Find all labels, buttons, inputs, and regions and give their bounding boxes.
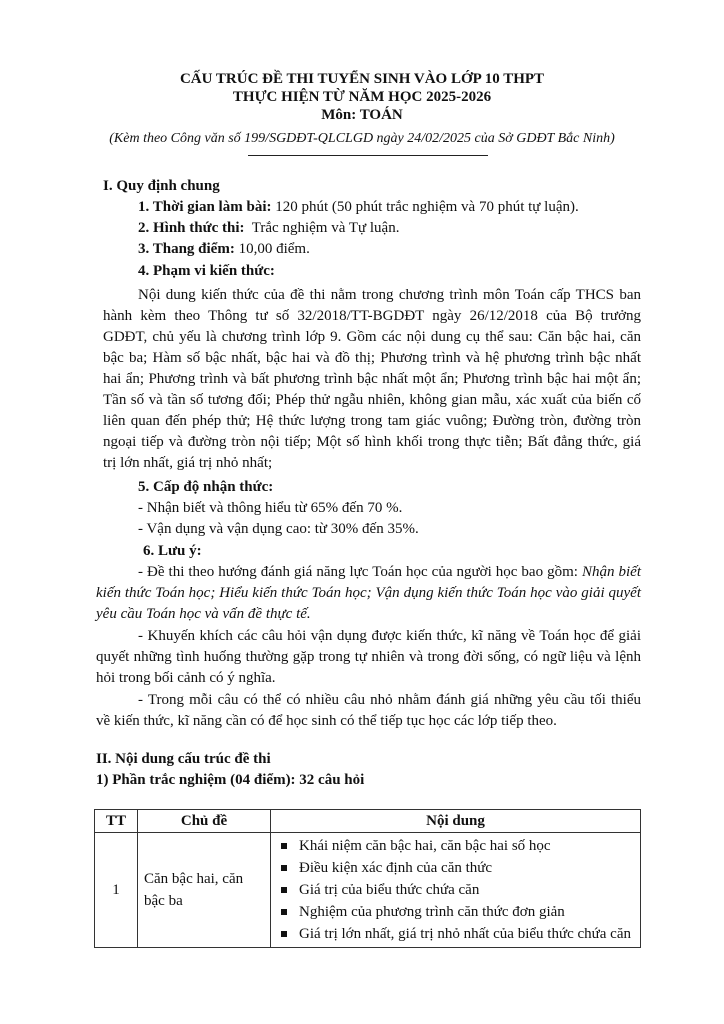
bullet-square-icon xyxy=(281,865,287,871)
content-item-text: Khái niệm căn bậc hai, căn bậc hai số học xyxy=(299,838,551,854)
column-header-tt: TT xyxy=(95,810,138,833)
item-scope-label: 4. Phạm vi kiến thức: xyxy=(138,263,275,279)
cognitive-level-1: - Nhận biết và thông hiểu từ 65% đến 70 %. xyxy=(138,500,403,516)
scope-line: GDĐT, chủ yếu là chương trình lớp 9. Gồm các nội dung cụ thể sau: Căn bậc hai, căn xyxy=(103,329,641,345)
item-exam-format-value: Trắc nghiệm và Tự luận. xyxy=(244,220,400,236)
item-exam-format-label: 2. Hình thức thi: xyxy=(138,220,245,236)
scope-line: liên quan đến phép thử; Hệ thức lượng trong tam giác vuông; Đường tròn, đường tròn xyxy=(103,413,641,429)
note1-text: - Đề thi theo hướng đánh giá năng lực Toán học của người học bao gồm: xyxy=(138,564,582,580)
table-header-row xyxy=(95,810,641,833)
section2-part1: 1) Phần trắc nghiệm (04 điểm): 32 câu hỏi xyxy=(96,772,365,788)
cognitive-level-2: - Vận dụng và vận dụng cao: từ 30% đến 35%. xyxy=(138,521,419,537)
item-exam-format xyxy=(138,218,399,238)
bullet-square-icon xyxy=(281,909,287,915)
table-row xyxy=(95,833,641,948)
bullet-square-icon xyxy=(281,843,287,849)
row-topic-line: Căn bậc hai, căn xyxy=(144,871,244,887)
content-item xyxy=(281,901,636,923)
scope-line: hành kèm theo Thông tư số 32/2018/TT-BGDĐT ngày 26/12/2018 của Bộ trưởng xyxy=(103,308,641,324)
note1-emphasis: Nhận biết xyxy=(581,564,641,580)
note2-line: hỏi trong bối cảnh có ý nghĩa. xyxy=(96,670,276,686)
content-item-text: Giá trị lớn nhất, giá trị nhỏ nhất của biểu thức chứa căn xyxy=(299,926,631,942)
row-content xyxy=(271,833,641,948)
content-item-text: Điều kiện xác định của căn thức xyxy=(299,860,493,876)
column-header-topic: Chủ đề xyxy=(138,810,271,833)
item-exam-time-value: 120 phút (50 phút trắc nghiệm và 70 phút tự luận). xyxy=(271,199,579,215)
row-number: 1 xyxy=(95,833,138,948)
section2-heading: II. Nội dung cấu trúc đề thi xyxy=(96,751,271,767)
item-exam-time-label: 1. Thời gian làm bài: xyxy=(138,199,272,215)
item-exam-time xyxy=(138,197,579,217)
content-item xyxy=(281,857,636,879)
doc-subject: Môn: TOÁN xyxy=(321,107,403,123)
row-topic-line: bậc ba xyxy=(144,893,183,909)
content-item-text: Giá trị của biểu thức chứa căn xyxy=(299,882,480,898)
scope-line: bậc ba; Hàm số bậc nhất, bậc hai và đồ thị; Phương trình và hệ phương trình bậc nhất xyxy=(103,350,641,366)
structure-table xyxy=(94,809,641,948)
scope-line: hai ẩn; Phương trình và bất phương trình bậc nhất một ẩn; Phương trình bậc hai một ẩn; xyxy=(103,371,641,387)
bullet-square-icon xyxy=(281,931,287,937)
section1-heading: I. Quy định chung xyxy=(103,178,220,194)
content-item xyxy=(281,835,636,857)
item-notes-label: 6. Lưu ý: xyxy=(143,543,202,559)
note3-line: về kiến thức, kĩ năng cần có để học sinh có thể tiếp tục học các lớp tiếp theo. xyxy=(96,713,557,729)
note3-line: - Trong mỗi câu có thể có nhiều câu nhỏ nhằm đánh giá những yêu cầu tối thiểu xyxy=(138,692,641,708)
note2-line: quyết những tình huống thường gặp trong tự nhiên và trong đời sống, có ngữ liệu và lệnh xyxy=(96,649,641,665)
column-header-content: Nội dung xyxy=(271,810,641,833)
note1-line2: kiến thức Toán học; Hiểu kiến thức Toán học; Vận dụng kiến thức Toán học vào giải quyết xyxy=(96,585,641,601)
item-cognitive-label: 5. Cấp độ nhận thức: xyxy=(138,479,274,495)
content-item-text: Nghiệm của phương trình căn thức đơn giản xyxy=(299,904,565,920)
row-topic xyxy=(138,833,271,948)
doc-title-line2: THỰC HIỆN TỪ NĂM HỌC 2025-2026 xyxy=(232,89,492,105)
item-score-scale-label: 3. Thang điểm: xyxy=(138,241,235,257)
note1-line3: yêu cầu Toán học và vấn đề thực tế. xyxy=(96,606,311,622)
item-score-scale xyxy=(138,239,310,259)
content-item xyxy=(281,923,636,945)
scope-line: ngoại tiếp và đường tròn nội tiếp; Một số hình khối trong thực tiễn; Bất đẳng thức, giá xyxy=(103,434,641,450)
note2-line: - Khuyến khích các câu hỏi vận dụng được kiến thức, kĩ năng về Toán học để giải xyxy=(138,628,641,644)
doc-reference: (Kèm theo Công văn số 199/SGDĐT-QLCLGD ngày 24/02/2025 của Sở GDĐT Bắc Ninh) xyxy=(109,131,615,146)
item-score-scale-value: 10,00 điểm. xyxy=(234,241,310,257)
doc-title-line1: CẤU TRÚC ĐỀ THI TUYỂN SINH VÀO LỚP 10 THPT xyxy=(179,71,545,87)
note1-line1 xyxy=(138,562,641,582)
scope-line: trị lớn nhất, giá trị nhỏ nhất; xyxy=(103,455,273,471)
content-item xyxy=(281,879,636,901)
scope-line: Nội dung kiến thức của đề thi nằm trong chương trình môn Toán cấp THCS ban xyxy=(138,287,641,303)
header-divider xyxy=(248,155,488,156)
bullet-square-icon xyxy=(281,887,287,893)
scope-line: Tần số và tần số tương đối; Phép thử ngẫu nhiên, không gian mẫu, xác xuất của biến cố xyxy=(103,392,641,408)
